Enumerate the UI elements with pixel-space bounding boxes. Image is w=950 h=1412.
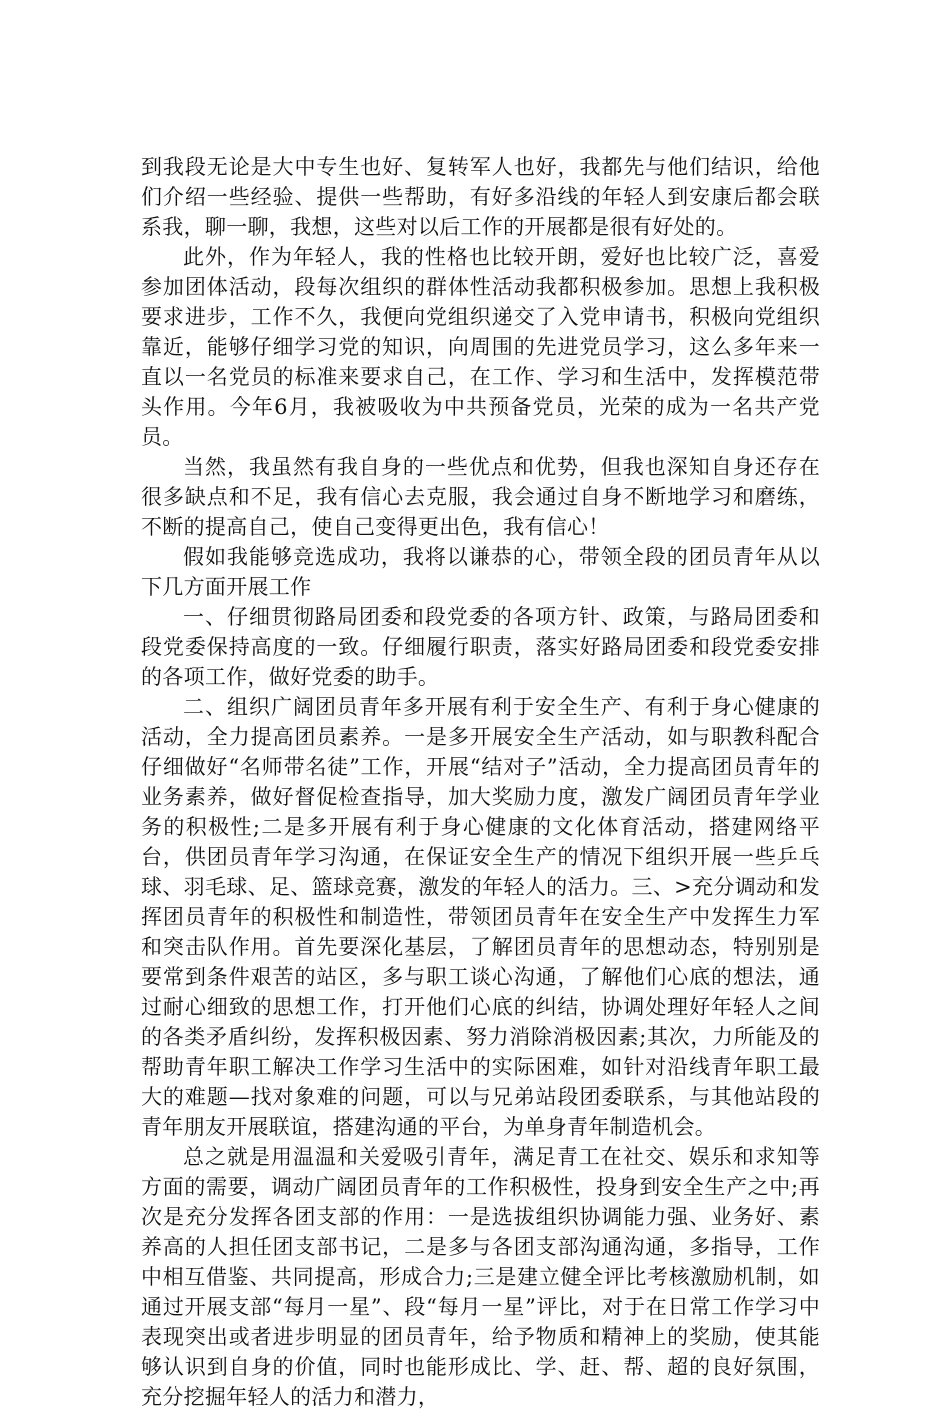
paragraph-1: 到我段无论是大中专生也好、复转军人也好，我都先与他们结识，给他们介绍一些经验、提供一些帮助，有好多沿线的年轻人到安康后都会联系我，聊一聊，我想，这些对以后工作的开展都是很有好处的。 — [141, 155, 820, 239]
paragraph-5: 一、仔细贯彻路局团委和段党委的各项方针、政策，与路局团委和段党委保持高度的一致。仔细履行职责，落实好路局团委和段党委安排的各项工作，做好党委的助手。 — [141, 605, 820, 689]
paragraph-4: 假如我能够竞选成功，我将以谦恭的心，带领全段的团员青年从以下几方面开展工作 — [141, 545, 820, 599]
paragraph-2: 此外，作为年轻人，我的性格也比较开朗，爱好也比较广泛，喜爱参加团体活动，段每次组织的群体性活动我都积极参加。思想上我积极要求进步，工作不久，我便向党组织递交了入党申请书，积极向党组织靠近，能够仔细学习党的知识，向周围的先进党员学习，这么多年来一直以一名党员的标准来要求自己，在工作、学习和生活中，发挥模范带头作用。今年6月，我被吸收为中共预备党员，光荣的成为一名共产党员。 — [141, 245, 820, 449]
paragraph-3: 当然，我虽然有我自身的一些优点和优势，但我也深知自身还存在很多缺点和不足，我有信心去克服，我会通过自身不断地学习和磨练，不断的提高自己，使自己变得更出色，我有信心！ — [141, 455, 820, 539]
paragraph-6: 二、组织广阔团员青年多开展有利于安全生产、有利于身心健康的活动，全力提高团员素养。一是多开展安全生产活动，如与职教科配合仔细做好“名师带名徒”工作，开展“结对子”活动，全力提高团员青年的业务素养，做好督促检查指导，加大奖励力度，激发广阔团员青年学业务的积极性;二是多开展有利于身心健康的文化体育活动，搭建网络平台，供团员青年学习沟通，在保证安全生产的情况下组织开展一些乒乓球、羽毛球、足、篮球竞赛，激发的年轻人的活力。三、>充分调动和发挥团员青年的积极性和制造性，带领团员青年在安全生产中发挥生力军和突击队作用。首先要深化基层，了解团员青年的思想动态，特别别是要常到条件艰苦的站区，多与职工谈心沟通，了解他们心底的想法，通过耐心细致的思想工作，打开他们心底的纠结，协调处理好年轻人之间的各类矛盾纠纷，发挥积极因素、努力消除消极因素;其次，力所能及的帮助青年职工解决工作学习生活中的实际困难，如针对沿线青年职工最大的难题—找对象难的问题，可以与兄弟站段团委联系，与其他站段的青年朋友开展联谊，搭建沟通的平台，为单身青年制造机会。 — [141, 695, 820, 1139]
paragraph-7: 总之就是用温温和关爱吸引青年，满足青工在社交、娱乐和求知等方面的需要，调动广阔团员青年的工作积极性，投身到安全生产之中;再次是充分发挥各团支部的作用：一是选拔组织协调能力强、业务好、素养高的人担任团支部书记，二是多与各团支部沟通沟通，多指导，工作中相互借鉴、共同提高，形成合力;三是建立健全评比考核激励机制，如通过开展支部“每月一星”、段“每月一星”评比，对于在日常工作学习中表现突出或者进步明显的团员青年，给予物质和精神上的奖励，使其能够认识到自身的价值，同时也能形成比、学、赶、帮、超的良好氛围，充分挖掘年轻人的活力和潜力， — [141, 1145, 820, 1409]
document-body — [141, 152, 820, 1412]
